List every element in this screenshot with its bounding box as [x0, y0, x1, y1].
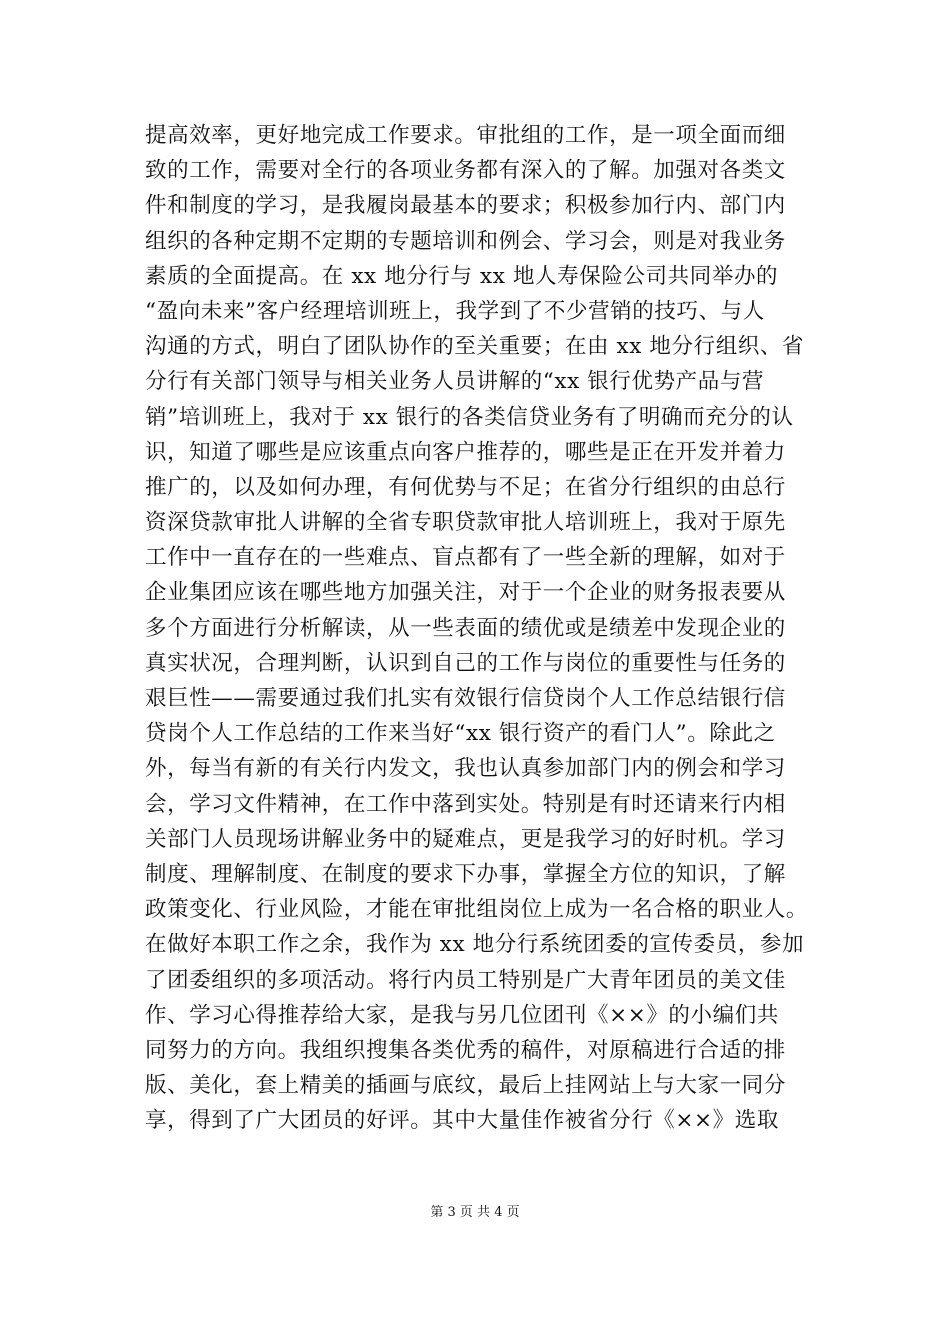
- text-line: 多个方面进行分析解读，从一些表面的绩优或是绩差中发现企业的: [145, 615, 786, 641]
- text-line: 了团委组织的多项活动。将行内员工特别是广大青年团员的美文佳: [145, 967, 786, 993]
- text-line: 沟通的方式，明白了团队协作的至关重要；在由 xx 地分行组织、省: [145, 334, 805, 360]
- text-line: 组织的各种定期不定期的专题培训和例会、学习会，则是对我业务: [145, 228, 786, 254]
- text-line: 分行有关部门领导与相关业务人员讲解的“xx 银行优势产品与营: [145, 369, 765, 395]
- page-footer: 第 3 页 共 4 页: [430, 1205, 520, 1220]
- text-line: 艰巨性——需要通过我们扎实有效银行信贷岗个人工作总结银行信: [145, 686, 786, 711]
- text-line: 同努力的方向。我组织搜集各类优秀的稿件，对原稿进行合适的排: [145, 1037, 786, 1063]
- text-line: 版、美化，套上精美的插画与底纹，最后上挂网站上与大家一同分: [145, 1073, 786, 1099]
- text-line: 工作中一直存在的一些难点、盲点都有了一些全新的理解，如对于: [145, 545, 786, 571]
- text-line: 资深贷款审批人讲解的全省专职贷款审批人培训班上，我对于原先: [145, 510, 786, 536]
- text-line: 识，知道了哪些是应该重点向客户推荐的，哪些是正在开发并着力: [145, 439, 786, 465]
- body-text: [145, 118, 815, 1138]
- text-line: 在做好本职工作之余，我作为 xx 地分行系统团委的宣传委员，参加: [145, 932, 805, 958]
- text-line: 真实状况，合理判断，认识到自己的工作与岗位的重要性与任务的: [145, 650, 786, 676]
- text-line: 提高效率，更好地完成工作要求。审批组的工作，是一项全面而细: [145, 123, 786, 148]
- text-line: 会，学习文件精神，在工作中落到实处。特别是有时还请来行内相: [145, 791, 786, 817]
- text-line: 作、学习心得推荐给大家，是我与另几位团刊《××》的小编们共: [145, 1002, 779, 1028]
- text-line: “盈向未来”客户经理培训班上，我学到了不少营销的技巧、与人: [145, 298, 765, 324]
- text-line: 企业集团应该在哪些地方加强关注，对于一个企业的财务报表要从: [145, 580, 786, 606]
- text-line: 制度、理解制度、在制度的要求下办事，掌握全方位的知识，了解: [145, 861, 786, 887]
- text-line: 贷岗个人工作总结的工作来当好“xx 银行资产的看门人”。除此之: [145, 721, 776, 747]
- text-line: 销”培训班上，我对于 xx 银行的各类信贷业务有了明确而充分的认: [145, 404, 794, 430]
- text-line: 关部门人员现场讲解业务中的疑难点，更是我学习的好时机。学习: [145, 826, 786, 852]
- text-line: 致的工作，需要对全行的各项业务都有深入的了解。加强对各类文: [145, 158, 786, 184]
- text-line: 素质的全面提高。在 xx 地分行与 xx 地人寿保险公司共同举办的: [145, 263, 779, 289]
- text-line: 政策变化、行业风险，才能在审批组岗位上成为一名合格的职业人。: [145, 897, 809, 923]
- text-line: 享，得到了广大团员的好评。其中大量佳作被省分行《××》选取: [145, 1108, 779, 1134]
- text-line: 外，每当有新的有关行内发文，我也认真参加部门内的例会和学习: [145, 756, 786, 782]
- text-line: 件和制度的学习，是我履岗最基本的要求；积极参加行内、部门内: [145, 193, 786, 219]
- text-line: 推广的，以及如何办理，有何优势与不足；在省分行组织的由总行: [145, 474, 786, 500]
